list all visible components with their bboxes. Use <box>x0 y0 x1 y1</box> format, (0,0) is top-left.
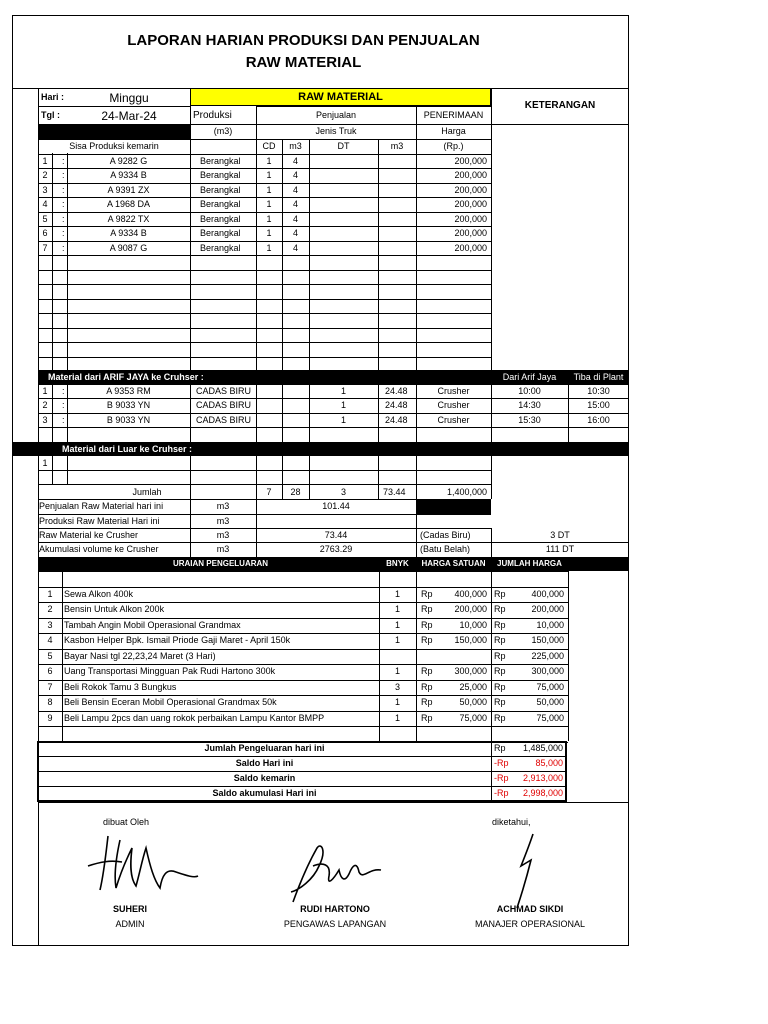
total-rp: -Rp <box>494 773 509 783</box>
jumlah-harga: 1,400,000 <box>446 487 487 497</box>
expense-row-rp: Rp <box>421 697 433 707</box>
grid-line <box>38 299 491 300</box>
grid-line <box>52 384 53 442</box>
grid-line <box>38 226 491 227</box>
sisa-row-m3: 4 <box>292 185 298 195</box>
expense-row-jumlah: 75,000 <box>536 682 564 692</box>
arif-jaya-label: Material dari ARIF JAYA ke Cruhser : <box>48 372 204 382</box>
sisa-row-m3: 4 <box>292 156 298 166</box>
grid-line <box>67 456 68 484</box>
expense-row-harga: 75,000 <box>459 713 487 723</box>
sisa-row-no: 1 <box>42 156 48 166</box>
expense-row-desc: Beli Rokok Tamu 3 Bungkus <box>64 682 177 692</box>
sisa-row-truck: Berangkal <box>200 156 241 166</box>
grid-line <box>256 106 491 107</box>
tgl-value: 24-Mar-24 <box>101 109 157 123</box>
col-harga-satuan-header: HARGA SATUAN <box>421 559 486 568</box>
grid-line <box>38 154 491 155</box>
expense-row-harga: 50,000 <box>459 697 487 707</box>
penerimaan-label: PENERIMAAN <box>423 110 484 120</box>
arif-row-dt: 1 <box>340 415 346 425</box>
keterangan-header: KETERANGAN <box>524 100 596 111</box>
expense-row-qty: 1 <box>394 620 400 630</box>
expense-row-qty: 1 <box>394 697 400 707</box>
luar-row-no: 1 <box>42 458 48 468</box>
sisa-row-colon: : <box>62 156 65 166</box>
sig1-role: ADMIN <box>115 919 145 929</box>
arif-row-material: CADAS BIRU <box>196 415 252 425</box>
arif-row-m3: 24.48 <box>385 415 408 425</box>
summary-label: Akumulasi volume ke Crusher <box>39 544 159 554</box>
summary-note-value: 111 DT <box>545 544 575 554</box>
arif-row-dari: 10:00 <box>518 386 541 396</box>
expense-row-desc: Kasbon Helper Bpk. Ismail Priode Gaji Maret - April 150k <box>64 635 291 645</box>
summary-value: 2763.29 <box>319 544 353 554</box>
arif-row-dt: 1 <box>340 400 346 410</box>
grid-line <box>38 571 568 572</box>
grid-line <box>38 695 568 696</box>
expense-row-rp2: Rp <box>494 682 506 692</box>
jumlah-dt: 3 <box>340 487 346 497</box>
arif-row-dari: 15:30 <box>518 415 541 425</box>
arif-row-dt: 1 <box>340 386 346 396</box>
sisa-row-m3: 4 <box>292 214 298 224</box>
grid-line <box>38 633 568 634</box>
sisa-produksi-label: Sisa Produksi kemarin <box>69 141 159 151</box>
jumlah-cd: 7 <box>266 487 272 497</box>
grid-line <box>38 618 568 619</box>
sig2-role: PENGAWAS LAPANGAN <box>283 919 387 929</box>
total-label: Saldo akumulasi Hari ini <box>212 788 317 798</box>
total-rp: -Rp <box>494 758 509 768</box>
expense-row-jumlah: 75,000 <box>536 713 564 723</box>
sisa-row-harga: 200,000 <box>454 170 487 180</box>
grid-line <box>38 284 491 285</box>
raw-material-banner-label: RAW MATERIAL <box>298 91 383 103</box>
expense-row-harga: 150,000 <box>454 635 487 645</box>
col-jumlah-harga-header: JUMLAH HARGA <box>497 559 562 568</box>
sisa-row-cd: 1 <box>266 170 272 180</box>
grid-line <box>190 88 191 499</box>
produksi-unit: (m3) <box>213 126 233 136</box>
grid-line <box>38 802 629 803</box>
expense-row-harga: 400,000 <box>454 589 487 599</box>
grid-line <box>52 153 53 370</box>
sisa-row-colon: : <box>62 185 65 195</box>
grid-line <box>38 587 568 588</box>
expense-row-qty: 1 <box>394 666 400 676</box>
sisa-row-colon: : <box>62 214 65 224</box>
sisa-row-plate: A 9391 ZX <box>107 185 150 195</box>
expense-row-qty: 1 <box>394 604 400 614</box>
penjualan-label: Penjualan <box>315 110 357 120</box>
sisa-row-harga: 200,000 <box>454 243 487 253</box>
expense-row-jumlah: 400,000 <box>531 589 564 599</box>
total-label: Jumlah Pengeluaran hari ini <box>204 743 325 753</box>
sisa-row-truck: Berangkal <box>200 170 241 180</box>
sisa-row-plate: A 9282 G <box>109 156 148 166</box>
summary-black-cell <box>416 499 491 514</box>
col-cd-header: CD <box>262 141 276 151</box>
expense-row-jumlah: 200,000 <box>531 604 564 614</box>
summary-note-value: 3 DT <box>550 530 570 540</box>
expense-row-no: 1 <box>47 589 53 599</box>
col-m3b-header: m3 <box>390 141 404 151</box>
expense-row-desc: Uang Transportasi Mingguan Pak Rudi Hartono 300k <box>64 666 276 676</box>
total-rp: -Rp <box>494 788 509 798</box>
sisa-row-colon: : <box>62 243 65 253</box>
report-subtitle: RAW MATERIAL <box>245 54 362 71</box>
jumlah-m3: 28 <box>290 487 301 497</box>
sisa-row-no: 7 <box>42 243 48 253</box>
expense-row-desc: Beli Lampu 2pcs dan uang rokok perbaikan Lampu Kantor BMPP <box>64 713 325 723</box>
sisa-row-truck: Berangkal <box>200 243 241 253</box>
sisa-row-plate: A 9822 TX <box>107 214 150 224</box>
summary-label: Penjualan Raw Material hari ini <box>39 501 164 511</box>
sisa-row-harga: 200,000 <box>454 185 487 195</box>
expense-row-rp: Rp <box>421 666 433 676</box>
sisa-row-colon: : <box>62 228 65 238</box>
arif-row-plate: B 9033 YN <box>106 415 151 425</box>
arif-row-colon: : <box>62 386 65 396</box>
col-dt-header: DT <box>337 141 350 151</box>
expense-row-desc: Sewa Alkon 400k <box>64 589 134 599</box>
tiba-plant-label: Tiba di Plant <box>573 372 624 382</box>
expense-row-rp: Rp <box>421 635 433 645</box>
grid-line <box>38 649 568 650</box>
total-rp: Rp <box>494 743 506 753</box>
expense-row-rp2: Rp <box>494 713 506 723</box>
arif-row-ket: Crusher <box>437 415 470 425</box>
expense-row-desc: Bensin Untuk Alkon 200k <box>64 604 165 614</box>
expense-row-rp: Rp <box>421 604 433 614</box>
grid-line <box>38 168 491 169</box>
expense-row-jumlah: 225,000 <box>531 651 564 661</box>
sisa-row-harga: 200,000 <box>454 214 487 224</box>
grid-line <box>38 398 629 399</box>
sisa-row-harga: 200,000 <box>454 228 487 238</box>
summary-label: Raw Material ke Crusher <box>39 530 139 540</box>
grid-line <box>38 413 629 414</box>
arif-row-tiba: 16:00 <box>587 415 610 425</box>
summary-unit: m3 <box>216 544 230 554</box>
arif-row-colon: : <box>62 400 65 410</box>
arif-row-plate: A 9353 RM <box>106 386 151 396</box>
grid-line <box>38 484 491 485</box>
grid-line <box>38 270 491 271</box>
grid-line <box>38 212 491 213</box>
sisa-row-no: 3 <box>42 185 48 195</box>
sisa-row-cd: 1 <box>266 199 272 209</box>
total-value: 2,998,000 <box>522 788 563 798</box>
grid-line <box>38 514 491 515</box>
sisa-row-cd: 1 <box>266 243 272 253</box>
expense-row-rp2: Rp <box>494 620 506 630</box>
signature-rudi-icon <box>283 840 383 908</box>
summary-unit: m3 <box>216 530 230 540</box>
report-title: LAPORAN HARIAN PRODUKSI DAN PENJUALAN <box>127 32 480 49</box>
grid-line <box>38 384 629 385</box>
expense-row-no: 8 <box>47 697 53 707</box>
sisa-row-truck: Berangkal <box>200 214 241 224</box>
total-value: 85,000 <box>535 758 563 768</box>
arif-row-tiba: 15:00 <box>587 400 610 410</box>
expense-row-jumlah: 10,000 <box>536 620 564 630</box>
expense-row-rp2: Rp <box>494 635 506 645</box>
summary-note: (Cadas Biru) <box>420 530 471 540</box>
sisa-row-cd: 1 <box>266 185 272 195</box>
expense-row-rp2: Rp <box>494 589 506 599</box>
sisa-row-m3: 4 <box>292 243 298 253</box>
hari-label: Hari : <box>41 92 65 102</box>
sisa-row-m3: 4 <box>292 170 298 180</box>
expense-row-no: 3 <box>47 620 53 630</box>
expense-row-desc: Beli Bensin Eceran Mobil Operasional Grandmax 50k <box>64 697 277 707</box>
grid-line <box>38 241 491 242</box>
grid-line <box>38 602 568 603</box>
expense-row-qty: 1 <box>394 589 400 599</box>
grid-line <box>38 542 629 543</box>
grid-line <box>62 571 63 741</box>
sisa-row-truck: Berangkal <box>200 199 241 209</box>
expense-row-harga: 25,000 <box>459 682 487 692</box>
header-black-bar <box>38 124 190 139</box>
grid-line <box>38 664 568 665</box>
grid-line <box>38 726 568 727</box>
sisa-row-truck: Berangkal <box>200 185 241 195</box>
expense-row-rp: Rp <box>421 713 433 723</box>
summary-unit: m3 <box>216 516 230 526</box>
signature-suheri-icon <box>80 828 200 903</box>
expense-row-qty: 1 <box>394 635 400 645</box>
expense-row-rp2: Rp <box>494 604 506 614</box>
arif-row-ket: Crusher <box>437 400 470 410</box>
harga-label: Harga <box>441 126 466 136</box>
arif-row-material: CADAS BIRU <box>196 400 252 410</box>
grid-line <box>38 255 491 256</box>
grid-line <box>38 342 491 343</box>
sisa-row-colon: : <box>62 170 65 180</box>
arif-row-m3: 24.48 <box>385 400 408 410</box>
sisa-row-no: 6 <box>42 228 48 238</box>
sig3-name: ACHMAD SIKDI <box>496 904 564 914</box>
expense-row-qty: 3 <box>394 682 400 692</box>
expense-row-no: 2 <box>47 604 53 614</box>
diketahui-label: diketahui, <box>492 817 531 827</box>
total-label: Saldo kemarin <box>233 773 296 783</box>
jumlah-label: Jumlah <box>132 487 162 497</box>
col-bnyk-header: BNYK <box>386 559 409 568</box>
sisa-row-cd: 1 <box>266 214 272 224</box>
arif-row-plate: B 9033 YN <box>106 400 151 410</box>
expense-row-harga: 300,000 <box>454 666 487 676</box>
signature-achmad-icon <box>505 832 545 912</box>
jumlah-m3b: 73.44 <box>383 487 406 497</box>
summary-unit: m3 <box>216 501 230 511</box>
sig3-role: MANAJER OPERASIONAL <box>474 919 586 929</box>
expense-row-desc: Tambah Angin Mobil Operasional Grandmax <box>64 620 241 630</box>
sisa-row-harga: 200,000 <box>454 199 487 209</box>
expense-row-harga: 200,000 <box>454 604 487 614</box>
arif-row-no: 2 <box>42 400 48 410</box>
expense-row-desc: Bayar Nasi tgl 22,23,24 Maret (3 Hari) <box>64 651 216 661</box>
expense-row-rp: Rp <box>421 682 433 692</box>
arif-row-m3: 24.48 <box>385 386 408 396</box>
expense-row-rp2: Rp <box>494 697 506 707</box>
expense-row-jumlah: 50,000 <box>536 697 564 707</box>
total-value: 2,913,000 <box>522 773 563 783</box>
sisa-row-harga: 200,000 <box>454 156 487 166</box>
grid-line <box>568 571 569 741</box>
expense-row-no: 7 <box>47 682 53 692</box>
grid-line <box>38 427 629 428</box>
produksi-label: Produksi <box>193 110 232 121</box>
sisa-row-truck: Berangkal <box>200 228 241 238</box>
harga-unit: (Rp.) <box>443 141 464 151</box>
grid-line <box>38 328 491 329</box>
sisa-row-m3: 4 <box>292 199 298 209</box>
grid-line <box>52 456 53 484</box>
jenis-truk-label: Jenis Truk <box>315 126 357 136</box>
arif-row-tiba: 10:30 <box>587 386 610 396</box>
grid-line <box>38 183 491 184</box>
summary-value: 73.44 <box>324 530 348 540</box>
arif-row-ket: Crusher <box>437 386 470 396</box>
expense-row-rp: Rp <box>421 589 433 599</box>
grid-line <box>38 711 568 712</box>
summary-label: Produksi Raw Material Hari ini <box>39 516 160 526</box>
sisa-row-no: 2 <box>42 170 48 180</box>
expense-row-jumlah: 300,000 <box>531 666 564 676</box>
grid-line <box>38 106 190 107</box>
expense-row-no: 5 <box>47 651 53 661</box>
sisa-row-plate: A 9334 B <box>110 228 147 238</box>
expense-row-no: 9 <box>47 713 53 723</box>
grid-line <box>38 680 568 681</box>
hari-value: Minggu <box>109 91 149 105</box>
col-uraian-header: URAIAN PENGELUARAN <box>172 559 269 568</box>
grid-line <box>38 139 491 140</box>
dibuat-oleh-label: dibuat Oleh <box>103 817 150 827</box>
expense-row-rp: Rp <box>421 620 433 630</box>
expense-row-qty: 1 <box>394 713 400 723</box>
sig2-name: RUDI HARTONO <box>300 904 370 914</box>
arif-row-dari: 14:30 <box>518 400 541 410</box>
sisa-row-cd: 1 <box>266 228 272 238</box>
sisa-row-no: 4 <box>42 199 48 209</box>
arif-row-no: 3 <box>42 415 48 425</box>
sisa-row-m3: 4 <box>292 228 298 238</box>
expense-row-jumlah: 150,000 <box>531 635 564 645</box>
expense-row-no: 6 <box>47 666 53 676</box>
sig1-name: SUHERI <box>112 904 147 914</box>
arif-row-colon: : <box>62 415 65 425</box>
sisa-row-cd: 1 <box>266 156 272 166</box>
grid-line <box>38 197 491 198</box>
grid-line <box>38 357 491 358</box>
sisa-row-colon: : <box>62 199 65 209</box>
summary-value: 101.44 <box>322 501 350 511</box>
luar-label: Material dari Luar ke Cruhser : <box>62 444 193 454</box>
total-value: 1,485,000 <box>522 743 563 753</box>
grid-line <box>491 88 492 499</box>
grid-line <box>38 470 491 471</box>
arif-row-no: 1 <box>42 386 48 396</box>
sisa-row-plate: A 1968 DA <box>106 199 151 209</box>
arif-row-material: CADAS BIRU <box>196 386 252 396</box>
dari-arif-label: Dari Arif Jaya <box>502 372 557 382</box>
expense-row-rp2: Rp <box>494 666 506 676</box>
expense-row-harga: 10,000 <box>459 620 487 630</box>
total-label: Saldo Hari ini <box>235 758 294 768</box>
sisa-row-plate: A 9087 G <box>109 243 148 253</box>
col-m3-header: m3 <box>289 141 302 151</box>
tgl-label: Tgl : <box>41 110 60 120</box>
expense-row-no: 4 <box>47 635 53 645</box>
grid-line <box>38 313 491 314</box>
expense-row-rp2: Rp <box>494 651 506 661</box>
grid-line <box>38 528 491 529</box>
sisa-row-no: 5 <box>42 214 48 224</box>
summary-note: (Batu Belah) <box>420 544 471 554</box>
sisa-row-plate: A 9334 B <box>110 170 147 180</box>
